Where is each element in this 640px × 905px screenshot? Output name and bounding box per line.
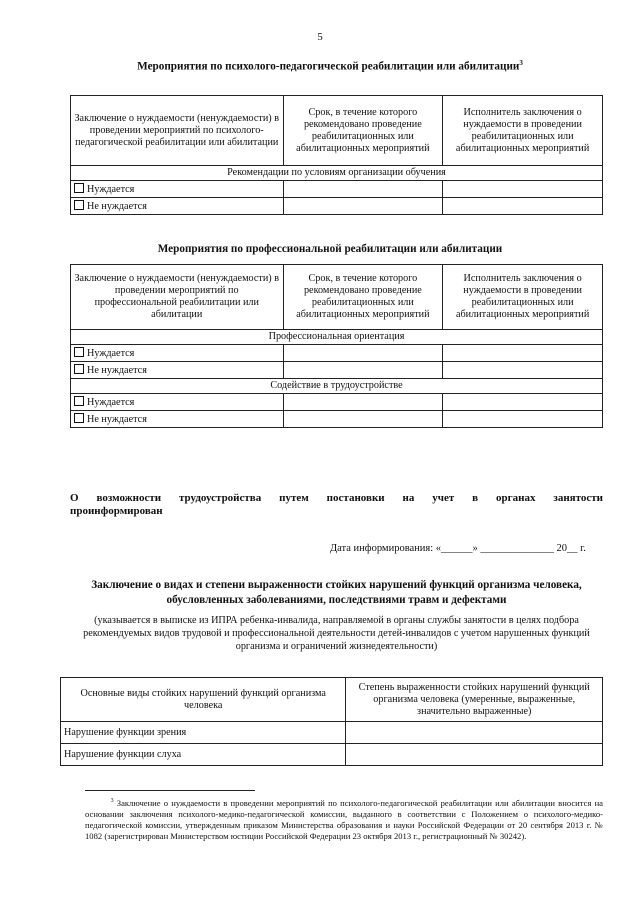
cell-vision-degree[interactable] xyxy=(346,722,603,744)
date-informed-field[interactable]: Дата информирования: «______» ______________ 20__ г. xyxy=(330,543,586,554)
header-conclusion: Заключение о нуждаемости (ненуждаемости) в проведении мероприятий по профессиональной реабилитации или абилитации xyxy=(71,265,284,330)
option-needs[interactable] xyxy=(71,394,284,411)
section1-title-text: Мероприятия по психолого-педагогической реабилитации или абилитации xyxy=(137,60,520,73)
subsection-orientation: Профессиональная ориентация xyxy=(71,330,603,345)
header-term: Срок, в течение которого рекомендовано проведение реабилитационных или абилитационных мероприятий xyxy=(283,265,443,330)
footnote-text: Заключение о нуждаемости в проведении мероприятий по психолого-педагогической реабилитации или абилитации вносится на основании заключения психолого-медико-педагогической комиссии, выданного в соответствии с Положением о психолого-медико-педагогической комиссии, утвержденным приказом Министерства образования и науки Российской Федерации от 20 сентября 2013 г. № 1082 (зарегистрирован Министерством юстиции Российской Федерации 23 октября 2013 г., регистрационный № 30242). xyxy=(85,797,603,841)
impairments-table xyxy=(60,677,603,766)
footnote-ref: 3 xyxy=(519,59,523,67)
cell-executor[interactable] xyxy=(443,411,603,428)
subsection-education: Рекомендации по условиям организации обучения xyxy=(71,166,603,181)
option-label: Не нуждается xyxy=(87,364,147,376)
checkbox[interactable] xyxy=(74,364,84,374)
header-executor: Исполнитель заключения о нуждаемости в проведении реабилитационных или абилитационных мероприятий xyxy=(443,96,603,166)
cell-term[interactable] xyxy=(283,181,443,198)
footnote-divider xyxy=(85,790,255,791)
checkbox[interactable] xyxy=(74,396,84,406)
employment-statement-end: проинформирован xyxy=(70,505,163,517)
option-label: Нуждается xyxy=(87,396,135,408)
header-impairment-type: Основные виды стойких нарушений функций организма человека xyxy=(61,678,346,722)
option-not-needs[interactable] xyxy=(71,198,284,215)
cell-term[interactable] xyxy=(283,411,443,428)
header-impairment-degree: Степень выраженности стойких нарушений функций организма человека (умеренные, выраженные, значительно выраженные) xyxy=(346,678,603,722)
cell-term[interactable] xyxy=(283,345,443,362)
checkbox[interactable] xyxy=(74,413,84,423)
option-not-needs[interactable] xyxy=(71,362,284,379)
option-label: Нуждается xyxy=(87,347,135,359)
option-label: Не нуждается xyxy=(87,200,147,212)
row-vision: Нарушение функции зрения xyxy=(61,722,346,744)
header-conclusion: Заключение о нуждаемости (ненуждаемости) в проведении мероприятий по психолого-педагогической реабилитации или абилитации xyxy=(71,96,284,166)
header-executor: Исполнитель заключения о нуждаемости в проведении реабилитационных или абилитационных мероприятий xyxy=(443,265,603,330)
checkbox[interactable] xyxy=(74,183,84,193)
checkbox[interactable] xyxy=(74,347,84,357)
cell-hearing-degree[interactable] xyxy=(346,744,603,766)
cell-term[interactable] xyxy=(283,394,443,411)
professional-table xyxy=(70,264,603,428)
cell-executor[interactable] xyxy=(443,394,603,411)
section2-title: Мероприятия по профессиональной реабилитации или абилитации xyxy=(157,243,503,255)
cell-executor[interactable] xyxy=(443,198,603,215)
cell-executor[interactable] xyxy=(443,362,603,379)
cell-term[interactable] xyxy=(283,362,443,379)
option-label: Не нуждается xyxy=(87,413,147,425)
cell-term[interactable] xyxy=(283,198,443,215)
conclusion-title: Заключение о видах и степени выраженности стойких нарушений функций организма человека, обусловленных заболеваниями, последствиями травм и дефектами xyxy=(91,579,582,606)
option-needs[interactable] xyxy=(71,181,284,198)
option-not-needs[interactable] xyxy=(71,411,284,428)
option-label: Нуждается xyxy=(87,183,135,195)
footnote xyxy=(85,796,603,842)
cell-executor[interactable] xyxy=(443,345,603,362)
row-hearing: Нарушение функции слуха xyxy=(61,744,346,766)
psych-ped-table xyxy=(70,95,603,215)
section1-title xyxy=(60,59,600,73)
header-term: Срок, в течение которого рекомендовано проведение реабилитационных или абилитационных мероприятий xyxy=(283,96,443,166)
option-needs[interactable] xyxy=(71,345,284,362)
conclusion-note: (указывается в выписке из ИПРА ребенка-инвалида, направляемой в органы службы занятости в целях подбора рекомендуемых видов трудовой и профессиональной деятельности детей-инвалидов с учетом нарушенных функций организма и ограничений жизнедеятельности) xyxy=(83,615,590,652)
checkbox[interactable] xyxy=(74,200,84,210)
subsection-employment: Содействие в трудоустройстве xyxy=(71,379,603,394)
cell-executor[interactable] xyxy=(443,181,603,198)
footnote-mark: 3 xyxy=(110,798,114,804)
page-number: 5 xyxy=(317,31,323,43)
employment-statement: О возможности трудоустройства путем постановки на учет в органах занятости xyxy=(70,492,603,504)
